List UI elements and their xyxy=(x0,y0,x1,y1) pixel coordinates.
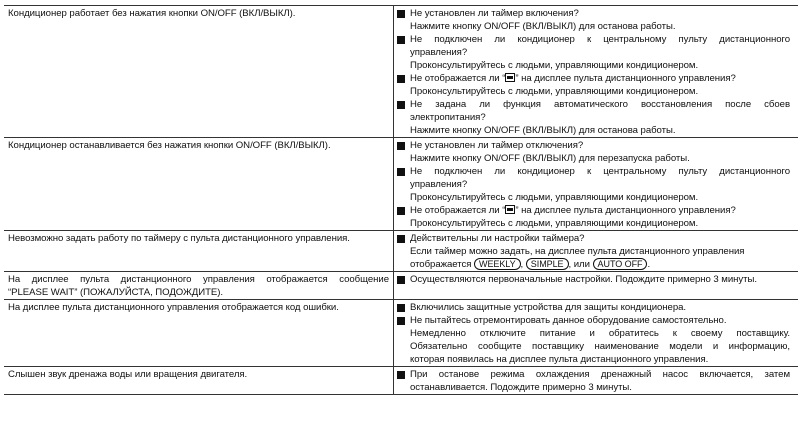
list-item xyxy=(396,204,790,230)
list-item xyxy=(396,165,790,204)
table-row xyxy=(4,299,798,366)
table-row xyxy=(4,5,798,137)
solution-line: Не подключен ли кондиционер к центральному пульту дистанционного xyxy=(410,166,790,177)
display-icon xyxy=(505,205,515,214)
list-item xyxy=(396,72,790,98)
list-item xyxy=(396,301,790,314)
solution-line: Действительны ли настройки таймера? xyxy=(410,233,585,244)
table-row xyxy=(4,366,798,395)
solution-line: электропитания? xyxy=(410,112,486,123)
solution-line: Проконсультируйтесь с людьми, управляющими кондиционером. xyxy=(410,86,699,97)
solution-line: управления? xyxy=(410,179,468,190)
list-item xyxy=(396,232,790,271)
square-bullet-icon xyxy=(397,304,405,312)
problem-cell xyxy=(4,367,394,394)
display-icon xyxy=(505,73,515,82)
solution-cell xyxy=(394,367,798,394)
square-bullet-icon xyxy=(397,317,405,325)
solution-line: Не задана ли функция автоматического восстановления после сбоев xyxy=(410,99,790,110)
table-row xyxy=(4,230,798,271)
solution-line: Проконсультируйтесь с людьми, управляющими кондиционером. xyxy=(410,192,699,203)
problem-text: Невозможно задать работу по таймеру с пульта дистанционного управления. xyxy=(8,233,350,244)
problem-text: Кондиционер работает без нажатия кнопки ON/OFF (ВКЛ/ВЫКЛ). xyxy=(8,8,296,19)
solution-line: Обязательно сообщите поставщику наименование модели и информацию, xyxy=(410,341,790,352)
solution-line: Нажмите кнопку ON/OFF (ВКЛ/ВЫКЛ) для останова работы. xyxy=(410,125,676,136)
square-bullet-icon xyxy=(397,75,405,83)
solution-line: которая появилась на дисплее пульта дистанционного управления. xyxy=(410,354,709,365)
square-bullet-icon xyxy=(397,207,405,215)
problem-text: На дисплее пульта дистанционного управления отображается сообщение xyxy=(8,274,389,285)
list-item xyxy=(396,314,790,366)
solution-line: Не отображается ли “ ” на дисплее пульта дистанционного управления? xyxy=(410,73,736,84)
problem-cell xyxy=(4,6,394,137)
solution-line: отображается WEEKLY , SIMPLE , или AUTO OFF . xyxy=(410,259,651,270)
solution-line: Не установлен ли таймер включения? xyxy=(410,8,579,19)
list-item xyxy=(396,33,790,72)
table-row xyxy=(4,137,798,230)
solution-line: Нажмите кнопку ON/OFF (ВКЛ/ВЫКЛ) для перезапуска работы. xyxy=(410,153,690,164)
weekly-indicator: WEEKLY xyxy=(474,258,521,270)
list-item xyxy=(396,7,790,33)
square-bullet-icon xyxy=(397,101,405,109)
table-row xyxy=(4,271,798,299)
problem-cell xyxy=(4,138,394,230)
square-bullet-icon xyxy=(397,168,405,176)
solution-line: Включились защитные устройства для защиты кондиционера. xyxy=(410,302,687,313)
solution-cell xyxy=(394,138,798,230)
solution-line: Проконсультируйтесь с людьми, управляющими кондиционером. xyxy=(410,218,699,229)
simple-indicator: SIMPLE xyxy=(526,258,569,270)
problem-cell xyxy=(4,300,394,366)
solution-line: Проконсультируйтесь с людьми, управляющими кондиционером. xyxy=(410,60,699,71)
solution-line: Не отображается ли “ ” на дисплее пульта дистанционного управления? xyxy=(410,205,736,216)
problem-text: Кондиционер останавливается без нажатия кнопки ON/OFF (ВКЛ/ВЫКЛ). xyxy=(8,140,331,151)
solution-line: Если таймер можно задать, на дисплее пульта дистанционного управления xyxy=(410,246,745,257)
square-bullet-icon xyxy=(397,10,405,18)
list-item xyxy=(396,368,790,394)
problem-text: На дисплее пульта дистанционного управления отображается код ошибки. xyxy=(8,302,339,313)
list-item xyxy=(396,98,790,137)
solution-cell xyxy=(394,231,798,271)
solution-line: Не подключен ли кондиционер к центральному пульту дистанционного xyxy=(410,34,790,45)
troubleshooting-table xyxy=(4,5,798,395)
solution-cell xyxy=(394,272,798,299)
auto-off-indicator: AUTO OFF xyxy=(593,258,648,270)
solution-cell xyxy=(394,6,798,137)
problem-text: Слышен звук дренажа воды или вращения двигателя. xyxy=(8,369,248,380)
list-item xyxy=(396,273,790,286)
square-bullet-icon xyxy=(397,142,405,150)
solution-line: Не пытайтесь отремонтировать данное оборудование самостоятельно. xyxy=(410,315,727,326)
problem-text: “PLEASE WAIT” (ПОЖАЛУЙСТА, ПОДОЖДИТЕ). xyxy=(8,287,224,298)
solution-line: Не установлен ли таймер отключения? xyxy=(410,140,584,151)
square-bullet-icon xyxy=(397,371,405,379)
solution-cell xyxy=(394,300,798,366)
solution-line: При останове режима охлаждения дренажный насос включается, затем xyxy=(410,369,790,380)
problem-cell xyxy=(4,272,394,299)
solution-line: Осуществляются первоначальные настройки. Подождите примерно 3 минуты. xyxy=(410,274,757,285)
square-bullet-icon xyxy=(397,36,405,44)
solution-line: останавливается. Подождите примерно 3 минуты. xyxy=(410,382,632,393)
list-item xyxy=(396,139,790,165)
square-bullet-icon xyxy=(397,276,405,284)
solution-line: Немедленно отключите питание и обратитесь к своему поставщику. xyxy=(410,328,790,339)
problem-cell xyxy=(4,231,394,271)
solution-line: Нажмите кнопку ON/OFF (ВКЛ/ВЫКЛ) для останова работы. xyxy=(410,21,676,32)
square-bullet-icon xyxy=(397,235,405,243)
solution-line: управления? xyxy=(410,47,468,58)
